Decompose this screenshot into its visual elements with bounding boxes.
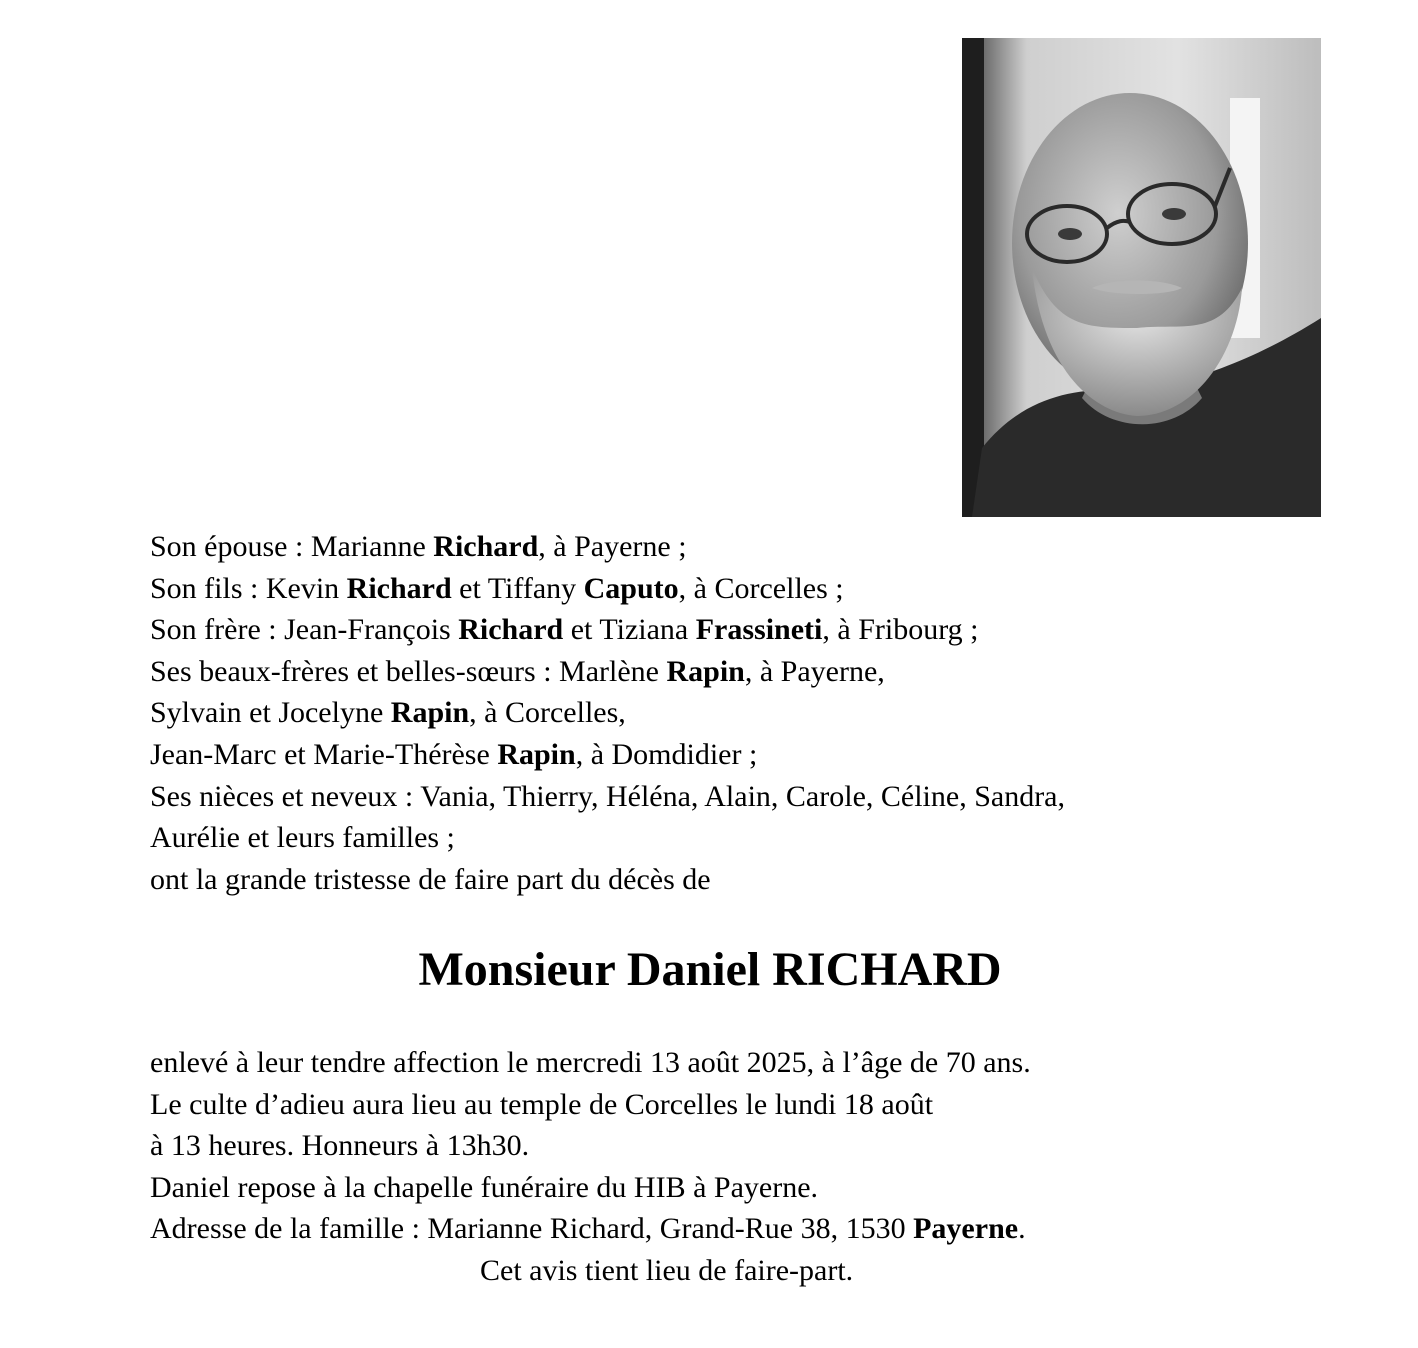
details-line-service: Le culte d’adieu aura lieu au temple de Corcelles le lundi 18 août — [150, 1087, 934, 1121]
details-block — [150, 1042, 1270, 1292]
family-line-son: Son fils : Kevin Richard et Tiffany Caputo, à Corcelles ; — [150, 571, 844, 605]
details-line-time: à 13 heures. Honneurs à 13h30. — [150, 1129, 530, 1163]
details-line-address: Adresse de la famille : Marianne Richard, Grand-Rue 38, 1530 Payerne. — [150, 1212, 1026, 1246]
details-line-death: enlevé à leur tendre affection le mercredi 13 août 2025, à l’âge de 70 ans. — [150, 1046, 1031, 1079]
family-line-in-laws-3: Jean-Marc et Marie-Thérèse Rapin, à Domdidier ; — [150, 737, 758, 771]
family-line-in-laws-2: Sylvain et Jocelyne Rapin, à Corcelles, — [150, 696, 626, 730]
family-line-nieces-nephews-2: Aurélie et leurs familles ; — [150, 821, 455, 855]
details-line-chapel: Daniel repose à la chapelle funéraire du HIB à Payerne. — [150, 1170, 819, 1204]
family-line-in-laws: Ses beaux-frères et belles-sœurs : Marlène Rapin, à Payerne, — [150, 654, 885, 688]
family-line-brother: Son frère : Jean-François Richard et Tiziana Frassineti, à Fribourg ; — [150, 613, 979, 647]
portrait-photo — [962, 38, 1321, 517]
family-line-nieces-nephews: Ses nièces et neveux : Vania, Thierry, Héléna, Alain, Carole, Céline, Sandra, — [150, 779, 1065, 813]
portrait-image — [962, 38, 1321, 517]
closing-line: Cet avis tient lieu de faire-part. — [480, 1253, 854, 1287]
announcement-line: ont la grande tristesse de faire part du décès de — [150, 862, 711, 896]
family-line-wife: Son épouse : Marianne Richard, à Payerne ; — [150, 530, 687, 563]
family-list — [150, 526, 1320, 900]
deceased-name: Monsieur Daniel RICHARD — [418, 943, 1002, 996]
